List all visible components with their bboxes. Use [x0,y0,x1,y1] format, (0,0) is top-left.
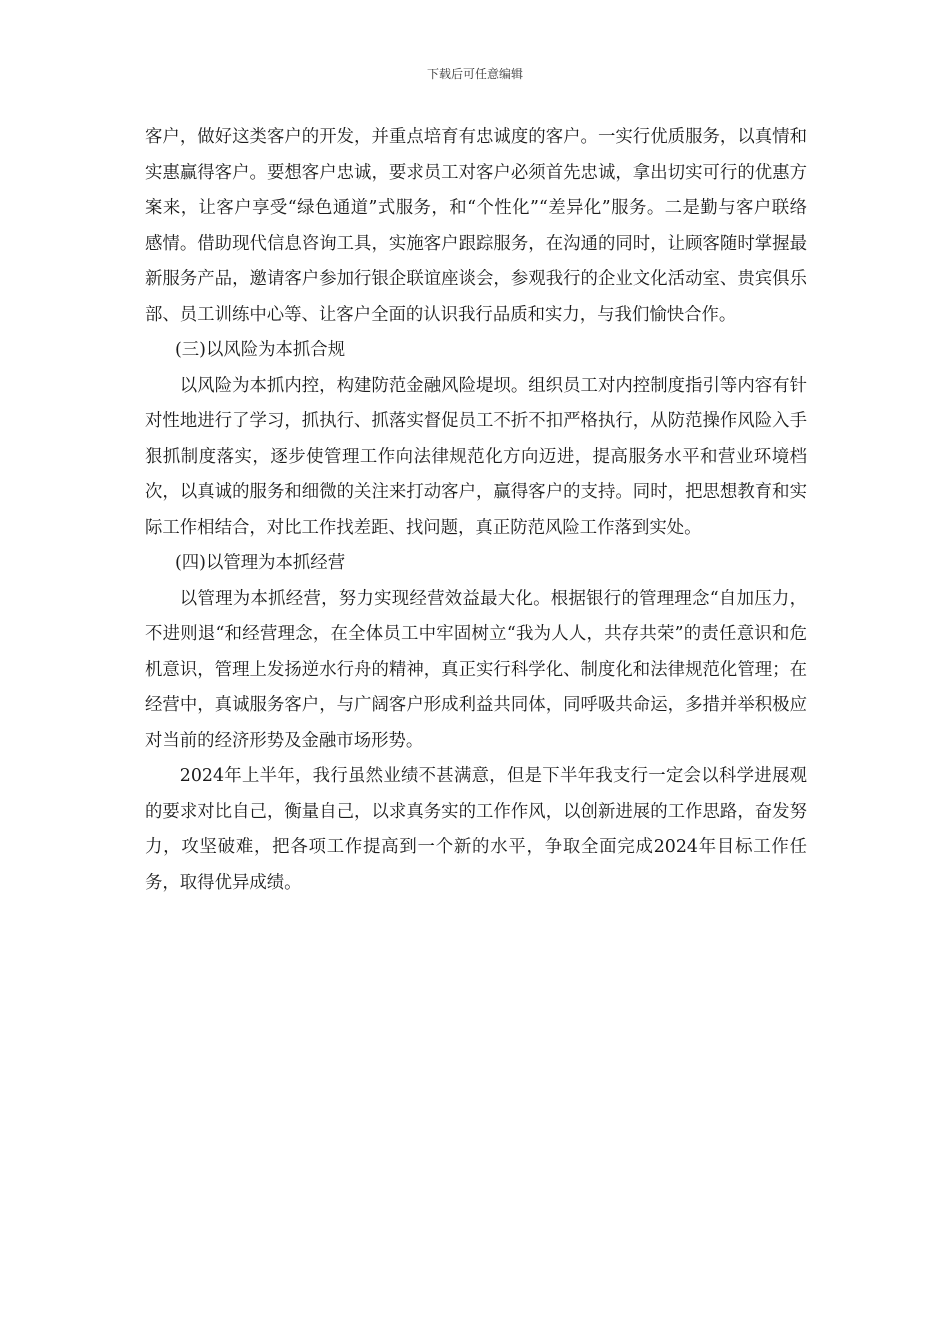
paragraph-risk-control: 以风险为本抓内控，构建防范金融风险堤坝。组织员工对内控制度指引等内容有针对性地进行了学习，抓执行、抓落实督促员工不折不扣严格执行，从防范操作风险入手狠抓制度落实，逐步使管理工作向法律规范化方向迈进，提高服务水平和营业环境档次，以真诚的服务和细微的关注来打动客户，赢得客户的支持。同时，把思想教育和实际工作相结合，对比工作找差距、找问题，真正防范风险工作落到实处。 [145,375,807,538]
section-heading-management: (四)以管理为本抓经营 [175,553,346,573]
paragraph-customer-service: 客户，做好这类客户的开发，并重点培育有忠诚度的客户。一实行优质服务，以真情和实惠赢得客户。要想客户忠诚，要求员工对客户必须首先忠诚，拿出切实可行的优惠方案来，让客户享受“绿色通道”式服务，和“个性化”“差异化”服务。二是勤与客户联络感情。借助现代信息咨询工具，实施客户跟踪服务，在沟通的同时，让顾客随时掌握最新服务产品，邀请客户参加行银企联谊座谈会，参观我行的企业文化活动室、贵宾俱乐部、员工训练中心等、让客户全面的认识我行品质和实力，与我们愉快合作。 [145,127,807,325]
page-header: 下载后可任意编辑 [426,67,523,81]
paragraph-conclusion: 2024年上半年，我行虽然业绩不甚满意，但是下半年我支行一定会以科学进展观的要求对比自己，衡量自己，以求真务实的工作作风，以创新进展的工作思路，奋发努力，攻坚破难，把各项工作提高到一个新的水平，争取全面完成2024年目标工作任务，取得优异成绩。 [145,766,807,893]
paragraph-management: 以管理为本抓经营，努力实现经营效益最大化。根据银行的管理理念“自加压力，不进则退“和经营理念，在全体员工中牢固树立“我为人人，共存共荣”的责任意识和危机意识，管理上发扬逆水行舟的精神，真正实行科学化、制度化和法律规范化管理；在经营中，真诚服务客户，与广阔客户形成利益共同体，同呼吸共命运，多措并举积极应对当前的经济形势及金融市场形势。 [145,588,807,751]
section-heading-risk: (三)以风险为本抓合规 [175,340,346,360]
document-body [145,120,807,901]
